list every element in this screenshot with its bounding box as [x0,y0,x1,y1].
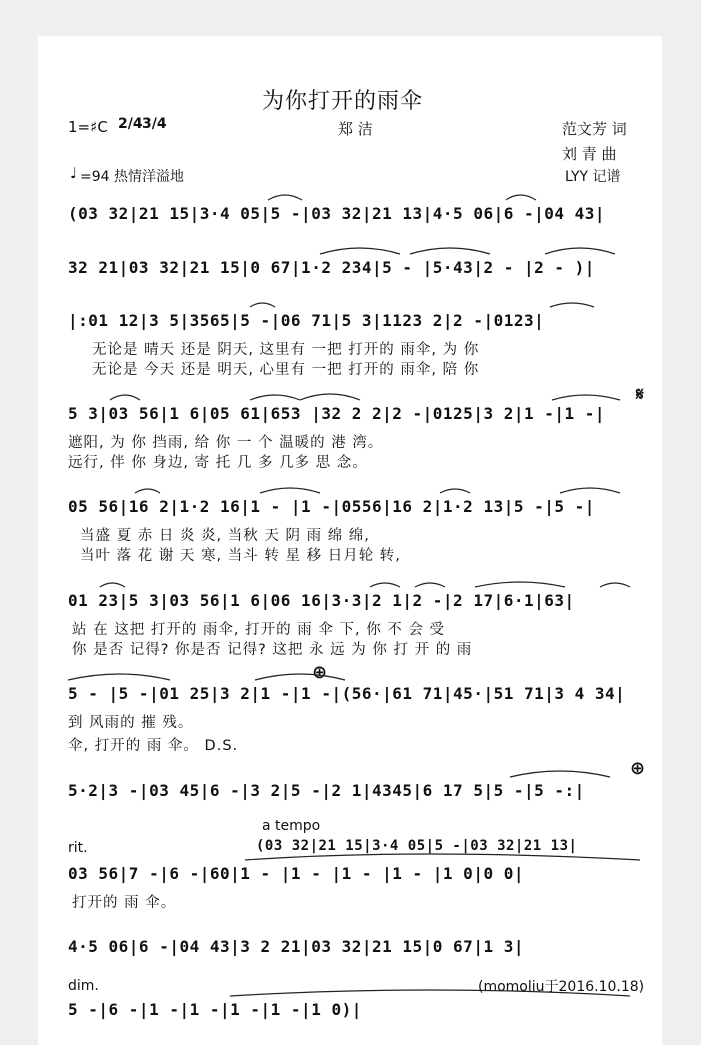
lyric-row-6-verse-1: 站 在 这把 打开的 雨伞, 打开的 雨 伞 下, 你 不 会 受 [72,622,446,638]
notation-row-8: 5·2|3 -|03 45|6 -|3 2|5 -|2 1|4345|6 17 5|5 -|5 -:| [68,781,585,800]
lyric-row-6-verse-2: 你 是否 记得? 你是否 记得? 这把 永 远 为 你 打 开 的 雨 [72,642,473,658]
slur [506,195,536,200]
time-signature-2: 3/4 [142,116,167,132]
slur [260,488,320,493]
notation-row-6: 01 23|5 3|03 56|1 6|06 16|3·3|2 1|2 -|2 17|6·1|63| [68,591,575,610]
dim-marking: dim. [68,978,99,994]
notation-row-5: 05 56|16 2|1·2 16|1 - |1 -|0556|16 2|1·2 13|5 -|5 -| [68,497,595,516]
notation-row-11: 5 -|6 -|1 -|1 -|1 -|1 -|1 0)| [68,1000,362,1019]
small-notation-line: (03 32|21 15|3·4 05|5 -|03 32|21 13| [256,838,578,854]
a-tempo-marking: a tempo [262,818,321,834]
slur [320,248,400,254]
slur [255,674,345,680]
transcription-credit: (momoliu于2016.10.18) [478,979,645,995]
lyric-row-4-verse-2: 远行, 伴 你 身边, 寄 托 几 多 几多 思 念。 [68,455,368,471]
quarter-note-icon: ♩ [70,164,78,182]
notation-row-7: 5 - |5 -|01 25|3 2|1 -|1 -|(56·|61 71|45·|51 71|3 4 34| [68,684,626,703]
coda-marker-end: ⊕ [630,758,646,779]
slur [560,488,620,493]
slur [440,489,470,493]
lyric-row-3-verse-1: 无论是 晴天 还是 阴天, 这里有 一把 打开的 雨伞, 为 你 [92,342,480,358]
slur [100,583,125,587]
slur [600,583,630,587]
composer-credit: 刘 青 曲 [562,145,617,163]
slur [510,771,610,777]
slur [110,395,140,400]
transcriber-credit: LYY 记谱 [565,169,621,185]
slur [415,583,445,587]
slur [250,395,300,400]
singer-name: 郑 洁 [338,120,373,138]
notation-row-3: |:01 12|3 5|3565|5 -|06 71|5 3|1123 2|2 -|0123| [68,311,545,330]
rit-marking: rit. [68,840,88,856]
lyric-row-5-verse-2: 当叶 落 花 谢 天 寒, 当斗 转 星 移 日月轮 转, [80,548,401,564]
notation-row-2: 32 21|03 32|21 15|0 67|1·2 234|5 - |5·43|2 - |2 - )| [68,258,595,277]
slur [135,489,160,493]
coda-marker: ⊕ [312,662,328,683]
slur [245,854,640,860]
key-signature: 1=♯C [68,118,108,136]
slur [300,394,360,400]
notation-row-1: (03 32|21 15|3·4 05|5 -|03 32|21 13|4·5 06|6 -|04 43| [68,204,606,223]
lyric-row-3-verse-2: 无论是 今天 还是 明天, 心里有 一把 打开的 雨伞, 陪 你 [92,362,480,378]
notation-row-4: 5 3|03 56|1 6|05 61|653 |32 2 2|2 -|0125|3 2|1 -|1 -| [68,404,606,423]
slur [68,674,170,680]
tempo-marking: =94 热情洋溢地 [80,169,184,185]
lyric-row-7-verse-2: 伞, 打开的 雨 伞。 D.S. [68,738,239,754]
segno-marker: 𝄋 [636,384,644,405]
lyric-row-5-verse-1: 当盛 夏 赤 日 炎 炎, 当秋 天 阴 雨 绵 绵, [80,528,370,544]
slur [552,395,620,400]
lyric-row-7-verse-1: 到 风雨的 摧 残。 [68,715,194,731]
slur [230,990,630,996]
slur [550,303,594,307]
notation-row-10: 4·5 06|6 -|04 43|3 2 21|03 32|21 15|0 67|1 3| [68,937,524,956]
notation-row-9: 03 56|7 -|6 -|60|1 - |1 - |1 - |1 - |1 0|0 0| [68,864,524,883]
time-signature-1: 2/4 [118,116,143,132]
lyric-row-4-verse-1: 遮阳, 为 你 挡雨, 给 你 一 个 温暖的 港 湾。 [68,435,384,451]
song-title: 为你打开的雨伞 [262,89,424,114]
slur [545,248,615,254]
lyric-row-9: 打开的 雨 伞。 [72,895,177,911]
slur [410,248,490,254]
slur [268,195,302,200]
slur [250,303,275,307]
slur [370,583,400,587]
lyricist-credit: 范文芳 词 [562,120,627,138]
slur [475,582,565,587]
